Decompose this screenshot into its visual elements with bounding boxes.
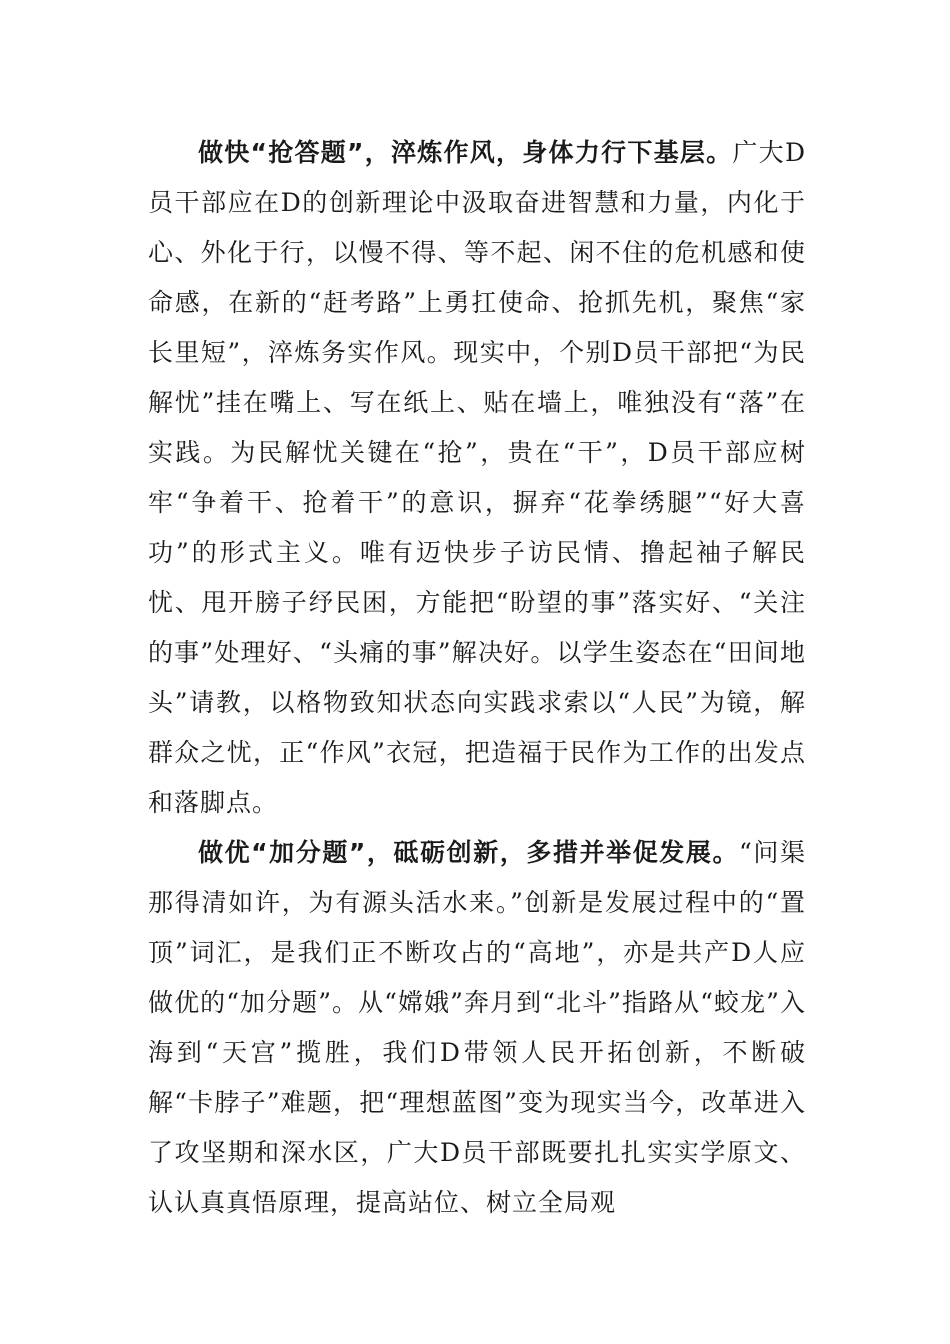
paragraph-1-lead: 做快“抢答题”，淬炼作风，身体力行下基层。 — [198, 138, 733, 167]
paragraph-1-body: 广大D员干部应在D的创新理论中汲取奋进智慧和力量，内化于心、外化于行，以慢不得、等不起、闲不住的危机感和使命感，在新的“赶考路”上勇扛使命、抢抓先机，聚焦“家长里短”，淬炼务实作风。现实中，个别D员干部把“为民解忧”挂在嘴上、写在纸上、贴在墙上，唯独没有“落”在实践。为民解忧关键在“抢”，贵在“干”，D员干部应树牢“争着干、抢着干”的意识，摒弃“花拳绣腿”“好大喜功”的形式主义。唯有迈快步子访民情、撸起袖子解民忧、甩开膀子纾民困，方能把“盼望的事”落实好、“关注的事”处理好、“头痛的事”解决好。以学生姿态在“田间地头”请教，以格物致知状态向实践求索以“人民”为镜，解群众之忧，正“作风”衣冠，把造福于民作为工作的出发点和落脚点。 — [148, 138, 806, 817]
paragraph-2-body: “问渠那得清如许，为有源头活水来。”创新是发展过程中的“置顶”词汇，是我们正不断攻占的“高地”，亦是共产D人应做优的“加分题”。从“嫦娥”奔月到“北斗”指路从“蛟龙”入海到“天宫”揽胜，我们D带领人民开拓创新，不断破解“卡脖子”难题，把“理想蓝图”变为现实当今，改革进入了攻坚期和深水区，广大D员干部既要扎扎实实学原文、认认真真悟原理，提高站位、树立全局观 — [148, 838, 806, 1217]
document-page — [148, 128, 806, 1228]
paragraph-1 — [148, 128, 806, 828]
paragraph-2 — [148, 828, 806, 1228]
paragraph-2-lead: 做优“加分题”，砥砺创新，多措并举促发展。 — [198, 838, 740, 867]
